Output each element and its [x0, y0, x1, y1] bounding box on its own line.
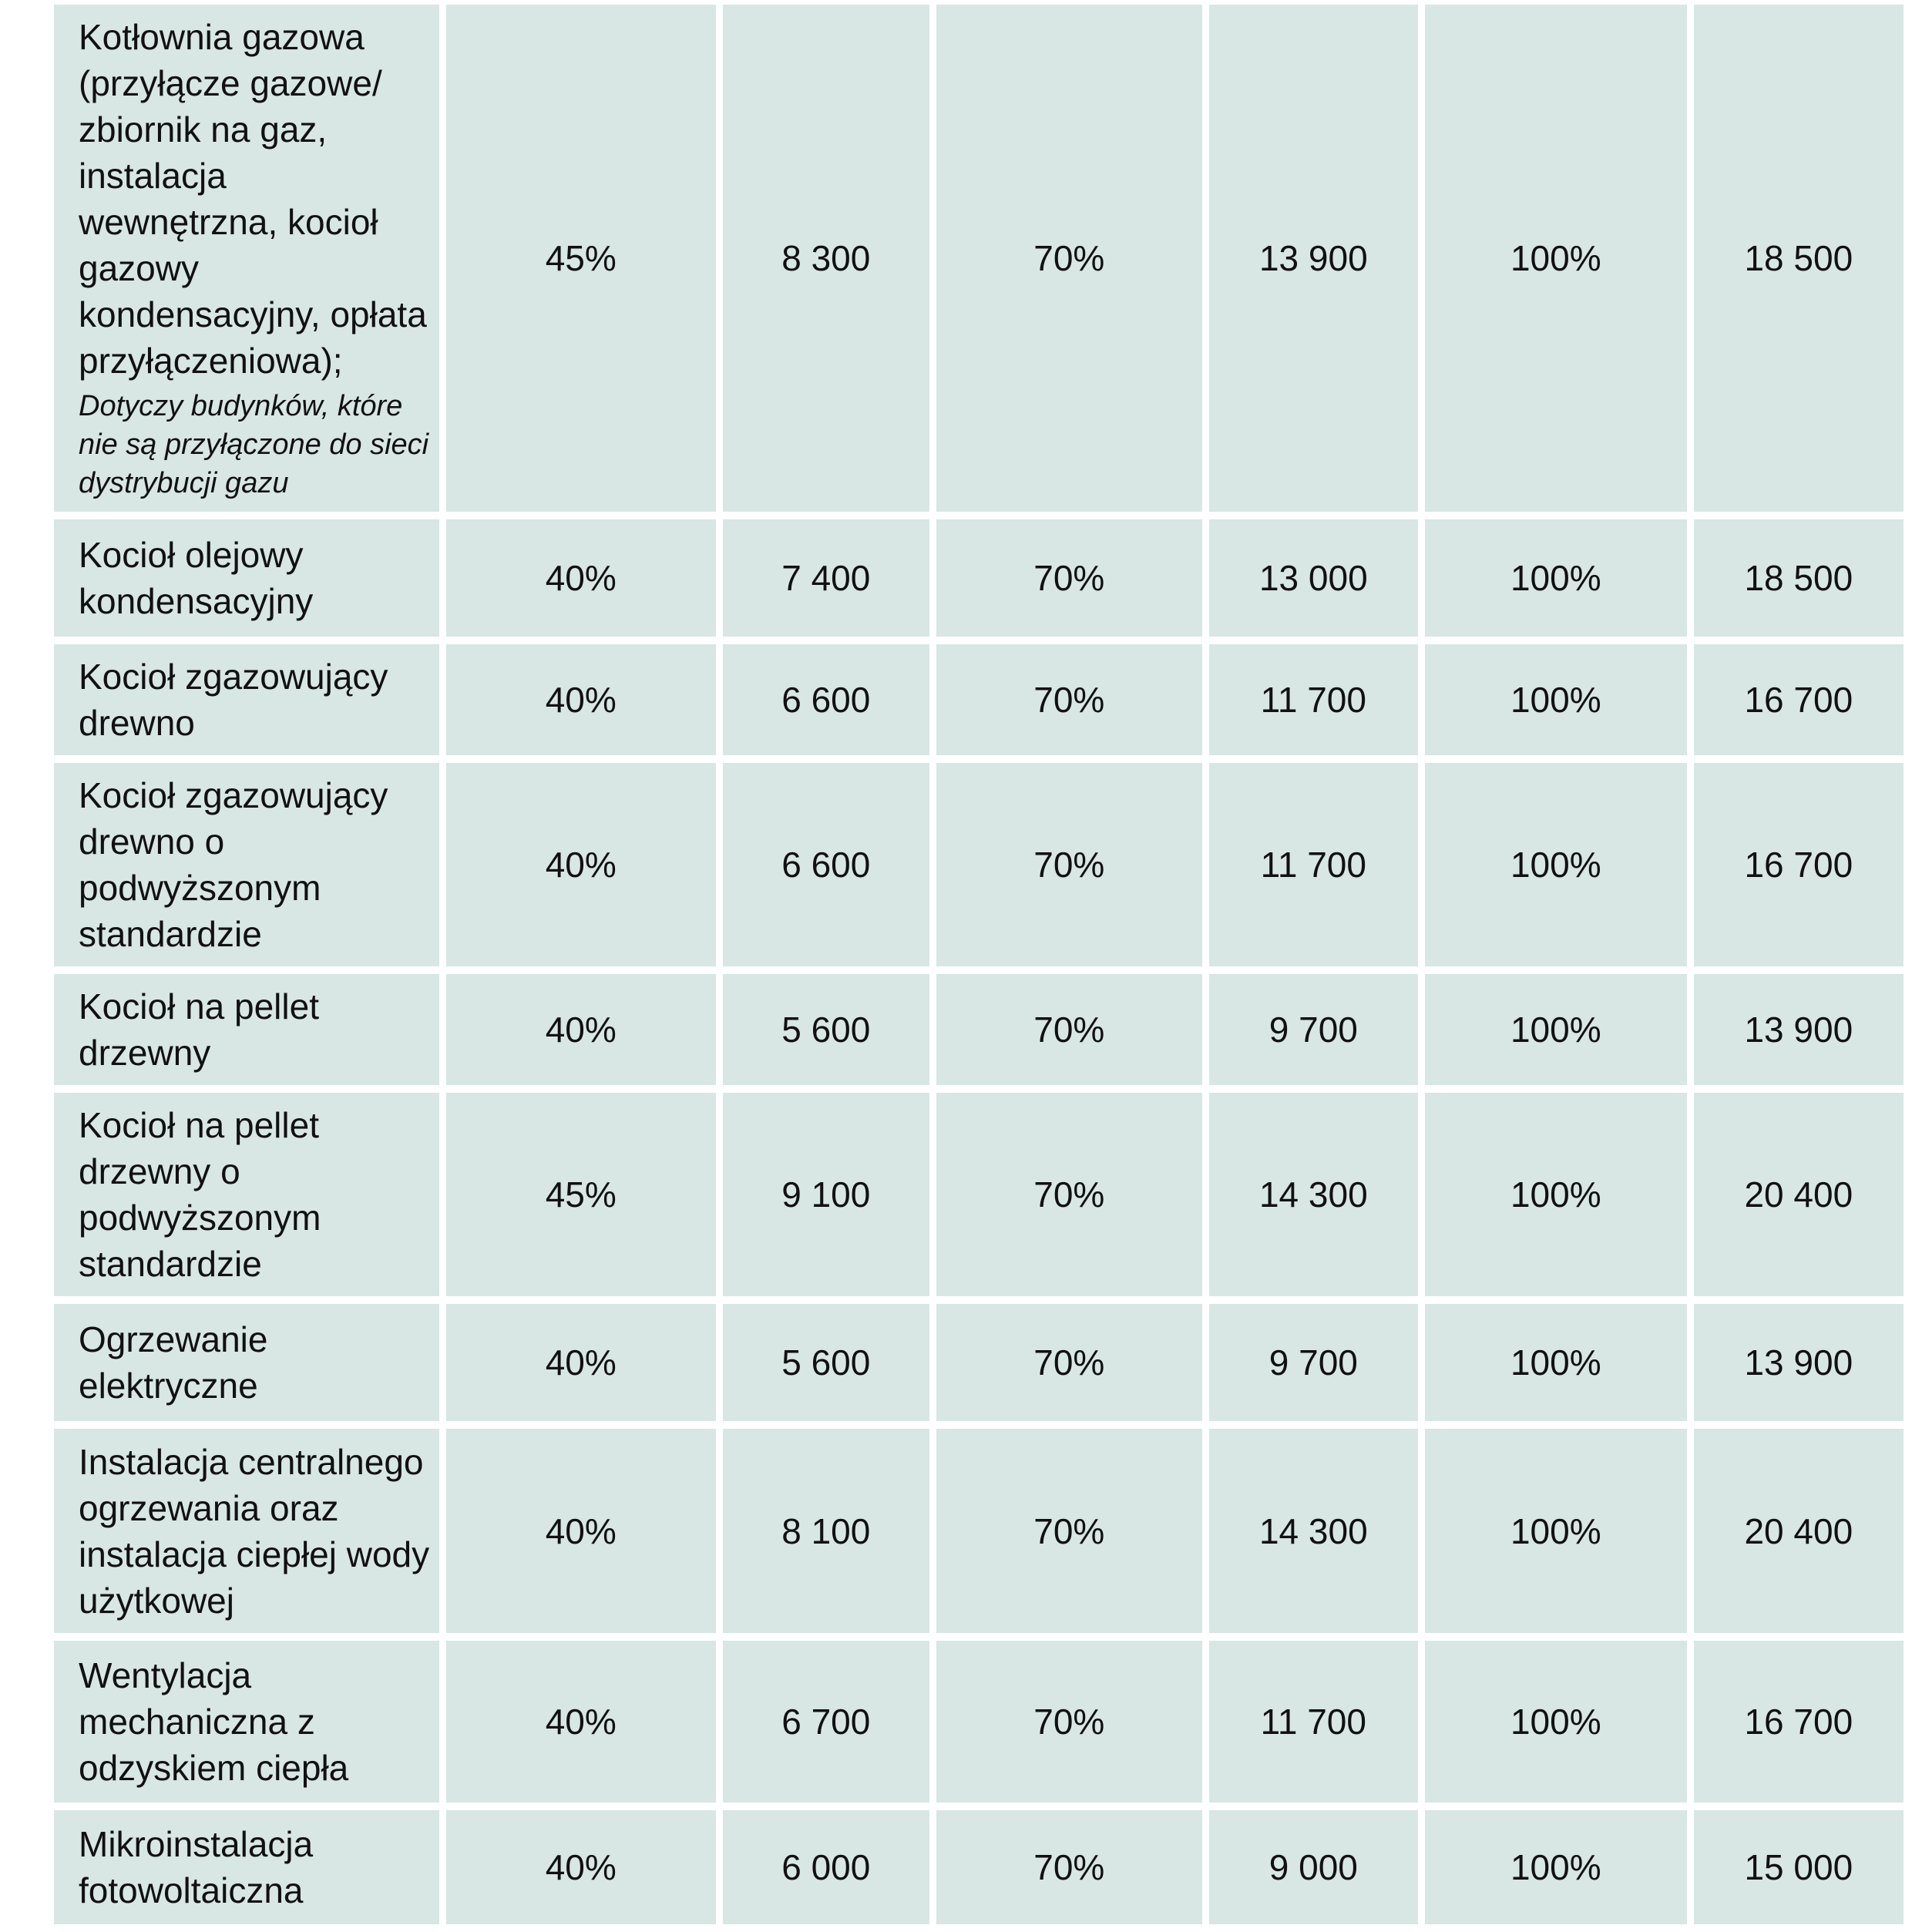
- value-cell: 20 400: [1694, 1429, 1904, 1633]
- value-cell: 16 700: [1694, 1641, 1904, 1803]
- value-cell: 40%: [446, 519, 716, 637]
- value-cell: 40%: [446, 1304, 716, 1421]
- value-cell: 100%: [1425, 1304, 1687, 1421]
- row-label: Kocioł na pellet drzewny o podwyższonym standardzie: [79, 1105, 321, 1284]
- value-cell: 100%: [1425, 519, 1687, 637]
- table-row: [54, 974, 1904, 1085]
- table-row: [54, 1810, 1904, 1924]
- value-cell: 13 900: [1209, 5, 1418, 512]
- row-label: Kocioł olejowy kondensacyjny: [79, 535, 314, 621]
- value-cell: 45%: [446, 1093, 716, 1296]
- value-cell: 100%: [1425, 763, 1687, 966]
- value-cell: 18 500: [1694, 5, 1904, 512]
- value-cell: 70%: [936, 1304, 1202, 1421]
- table-row: [54, 763, 1904, 966]
- value-cell: 11 700: [1209, 644, 1418, 755]
- value-cell: 5 600: [723, 1304, 929, 1421]
- row-label: Kocioł zgazowujący drewno: [79, 657, 388, 743]
- row-label-cell: [54, 1641, 439, 1803]
- value-cell: 6 000: [723, 1810, 929, 1924]
- value-cell: 70%: [936, 763, 1202, 966]
- row-label-cell: [54, 1429, 439, 1633]
- value-cell: 40%: [446, 1429, 716, 1633]
- value-cell: 13 900: [1694, 1304, 1904, 1421]
- value-cell: 18 500: [1694, 519, 1904, 637]
- row-label: Instalacja centralnego ogrzewania oraz instalacja ciepłej wody użytkowej: [79, 1441, 430, 1621]
- value-cell: 6 700: [723, 1641, 929, 1803]
- value-cell: 70%: [936, 519, 1202, 637]
- value-cell: 6 600: [723, 763, 929, 966]
- row-label-cell: [54, 519, 439, 637]
- value-cell: 8 100: [723, 1429, 929, 1633]
- row-label: Wentylacja mechaniczna z odzyskiem ciepła: [79, 1655, 349, 1788]
- value-cell: 7 400: [723, 519, 929, 637]
- value-cell: 13 900: [1694, 974, 1904, 1085]
- value-cell: 100%: [1425, 1429, 1687, 1633]
- value-cell: 100%: [1425, 5, 1687, 512]
- table-row: [54, 1304, 1904, 1421]
- value-cell: 70%: [936, 1429, 1202, 1633]
- row-label-cell: [54, 1810, 439, 1924]
- value-cell: 8 300: [723, 5, 929, 512]
- value-cell: 13 000: [1209, 519, 1418, 637]
- value-cell: 9 700: [1209, 1304, 1418, 1421]
- row-label-cell: [54, 644, 439, 755]
- value-cell: 70%: [936, 5, 1202, 512]
- row-label-cell: [54, 763, 439, 966]
- value-cell: 6 600: [723, 644, 929, 755]
- value-cell: 5 600: [723, 974, 929, 1085]
- row-label: Kotłownia gazowa (przyłącze gazowe/ zbiornik na gaz, instalacja wewnętrzna, kocioł gazowy kondensacyjny, opłata przyłączeniowa);: [79, 17, 427, 381]
- value-cell: 15 000: [1694, 1810, 1904, 1924]
- value-cell: 40%: [446, 974, 716, 1085]
- table-row: [54, 1641, 1904, 1803]
- value-cell: 70%: [936, 1810, 1202, 1924]
- value-cell: 100%: [1425, 644, 1687, 755]
- value-cell: 70%: [936, 1093, 1202, 1296]
- value-cell: 70%: [936, 1641, 1202, 1803]
- row-label-cell: [54, 974, 439, 1085]
- table-row: [54, 519, 1904, 637]
- table-row: [54, 644, 1904, 755]
- value-cell: 14 300: [1209, 1429, 1418, 1633]
- row-label-cell: [54, 1304, 439, 1421]
- table-body: [54, 5, 1904, 1924]
- row-note: Dotyczy budynków, które nie są przyłączone do sieci dystrybucji gazu: [79, 390, 429, 499]
- value-cell: 9 000: [1209, 1810, 1418, 1924]
- table-row: [54, 5, 1904, 512]
- subsidy-table-container: [54, 0, 1904, 1932]
- value-cell: 14 300: [1209, 1093, 1418, 1296]
- value-cell: 11 700: [1209, 1641, 1418, 1803]
- value-cell: 100%: [1425, 1810, 1687, 1924]
- subsidy-table: [47, 0, 1910, 1932]
- value-cell: 70%: [936, 974, 1202, 1085]
- value-cell: 20 400: [1694, 1093, 1904, 1296]
- value-cell: 100%: [1425, 1641, 1687, 1803]
- value-cell: 11 700: [1209, 763, 1418, 966]
- table-row: [54, 1429, 1904, 1633]
- value-cell: 40%: [446, 763, 716, 966]
- value-cell: 16 700: [1694, 644, 1904, 755]
- row-label: Ogrzewanie elektryczne: [79, 1319, 268, 1406]
- row-label-cell: [54, 5, 439, 512]
- row-label: Kocioł zgazowujący drewno o podwyższonym standardzie: [79, 775, 388, 954]
- row-label-cell: [54, 1093, 439, 1296]
- value-cell: 16 700: [1694, 763, 1904, 966]
- value-cell: 9 700: [1209, 974, 1418, 1085]
- value-cell: 70%: [936, 644, 1202, 755]
- value-cell: 9 100: [723, 1093, 929, 1296]
- value-cell: 100%: [1425, 974, 1687, 1085]
- row-label: Mikroinstalacja fotowoltaiczna: [79, 1824, 314, 1910]
- value-cell: 45%: [446, 5, 716, 512]
- value-cell: 40%: [446, 1641, 716, 1803]
- value-cell: 40%: [446, 644, 716, 755]
- table-row: [54, 1093, 1904, 1296]
- value-cell: 40%: [446, 1810, 716, 1924]
- row-label: Kocioł na pellet drzewny: [79, 986, 319, 1073]
- value-cell: 100%: [1425, 1093, 1687, 1296]
